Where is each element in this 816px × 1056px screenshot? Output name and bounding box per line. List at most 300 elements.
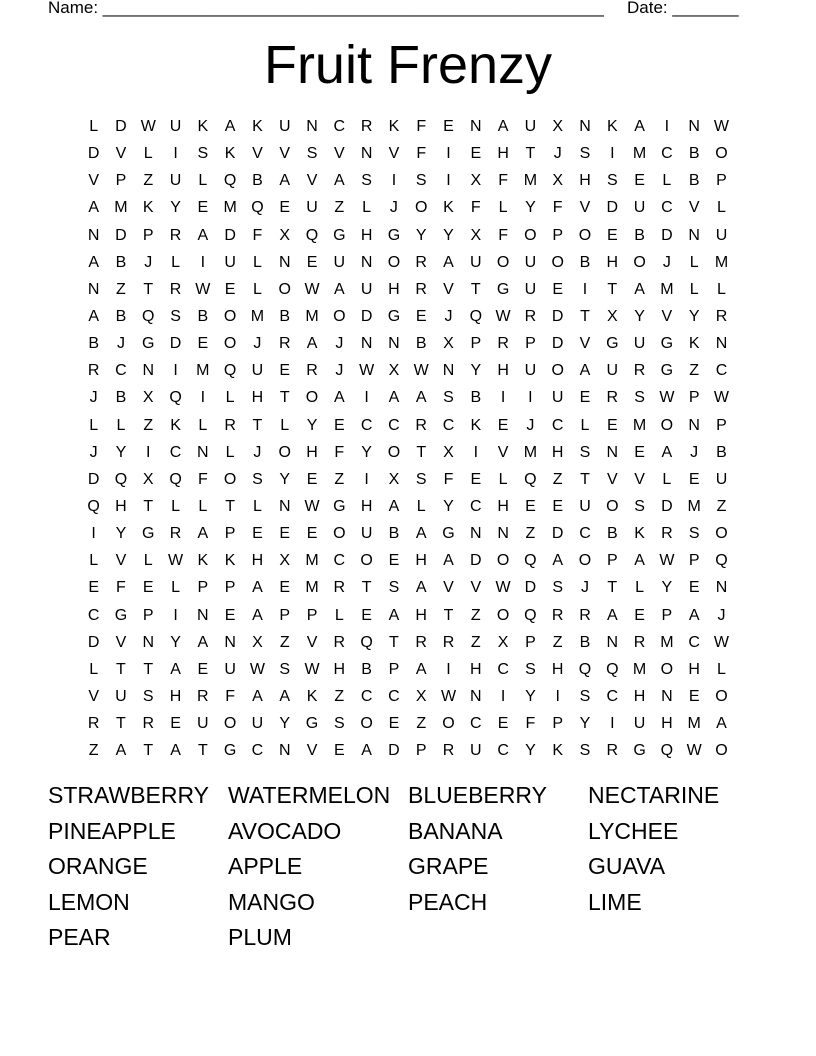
grid-letter: H — [497, 362, 509, 380]
grid-letter: C — [251, 742, 264, 760]
grid-letter: Y — [525, 687, 536, 705]
grid-letter: P — [142, 226, 154, 244]
grid-letter: T — [580, 470, 590, 488]
grid-letter: P — [388, 660, 400, 678]
grid-letter: T — [143, 660, 154, 678]
grid-letter: I — [500, 389, 506, 407]
grid-letter: A — [388, 497, 400, 515]
grid-letter: N — [224, 633, 236, 651]
grid-letter: U — [606, 362, 619, 380]
grid-letter: U — [115, 687, 127, 705]
grid-letter: J — [717, 606, 726, 624]
word-list-item: MANGO — [228, 888, 315, 915]
grid-letter: B — [361, 660, 372, 678]
date-field: Date: _______ — [627, 0, 739, 17]
grid-letter: R — [606, 742, 619, 760]
grid-letter: E — [279, 525, 291, 543]
grid-letter: G — [142, 525, 155, 543]
grid-letter: N — [142, 633, 155, 651]
grid-letter: N — [360, 145, 373, 163]
grid-letter: K — [252, 118, 263, 135]
grid-letter: D — [661, 497, 673, 515]
grid-letter: O — [333, 525, 346, 543]
grid-letter: R — [87, 715, 100, 733]
grid-letter: O — [496, 606, 510, 624]
grid-letter: A — [634, 118, 645, 135]
grid-letter: Y — [115, 525, 127, 543]
grid-letter: L — [362, 199, 372, 217]
grid-letter: C — [661, 199, 673, 217]
grid-letter: Y — [579, 715, 591, 733]
grid-letter: U — [169, 118, 182, 135]
grid-letter: F — [498, 172, 508, 190]
grid-letter: R — [360, 118, 373, 135]
grid-letter: K — [606, 118, 618, 135]
grid-letter: E — [88, 579, 99, 597]
grid-letter: N — [606, 443, 619, 461]
grid-letter: O — [360, 552, 373, 570]
grid-letter: N — [306, 118, 318, 135]
grid-letter: J — [116, 335, 125, 353]
grid-letter: J — [253, 443, 262, 461]
grid-letter: R — [661, 525, 673, 543]
grid-letter: T — [116, 715, 126, 733]
grid-letter: I — [528, 389, 533, 407]
grid-letter: X — [142, 470, 154, 488]
grid-letter: E — [634, 443, 645, 461]
grid-letter: F — [470, 199, 481, 217]
grid-letter: L — [143, 552, 153, 570]
grid-letter: U — [224, 660, 236, 678]
grid-letter: M — [660, 280, 674, 298]
word-list-item: PEACH — [408, 888, 488, 915]
grid-letter: Y — [279, 715, 291, 733]
word-search-grid — [80, 113, 736, 764]
grid-letter: J — [144, 253, 153, 271]
grid-letter: F — [498, 226, 508, 244]
grid-letter: S — [142, 687, 154, 705]
grid-letter: Q — [223, 362, 237, 380]
grid-letter: R — [169, 525, 182, 543]
grid-letter: S — [579, 443, 591, 461]
grid-letter: E — [606, 416, 618, 434]
grid-letter: F — [197, 470, 208, 488]
grid-letter: R — [415, 253, 427, 271]
grid-letter: P — [606, 552, 618, 570]
grid-letter: T — [525, 145, 536, 163]
grid-letter: Q — [169, 470, 182, 488]
grid-letter: Y — [306, 416, 318, 434]
grid-letter: G — [387, 226, 401, 244]
grid-letter: X — [142, 389, 154, 407]
grid-letter: W — [713, 118, 730, 135]
grid-letter: V — [306, 742, 318, 760]
grid-letter: R — [415, 633, 427, 651]
grid-letter: C — [388, 687, 400, 705]
grid-letter: N — [197, 443, 209, 461]
grid-letter: A — [388, 389, 400, 407]
grid-letter: D — [87, 633, 100, 651]
grid-letter: P — [470, 335, 482, 353]
grid-letter: N — [688, 118, 700, 135]
grid-letter: Z — [470, 633, 481, 651]
grid-letter: L — [171, 579, 180, 597]
grid-letter: Y — [661, 579, 673, 597]
grid-letter: K — [306, 687, 318, 705]
grid-letter: A — [443, 253, 454, 271]
grid-letter: T — [361, 579, 372, 597]
grid-letter: P — [142, 606, 154, 624]
grid-letter: Z — [116, 280, 126, 298]
grid-letter: E — [170, 715, 181, 733]
grid-letter: M — [305, 579, 319, 597]
grid-letter: C — [497, 742, 509, 760]
grid-letter: X — [470, 226, 482, 244]
grid-letter: A — [443, 552, 454, 570]
grid-letter: H — [360, 497, 373, 515]
grid-letter: C — [360, 687, 373, 705]
grid-letter: X — [388, 470, 400, 488]
grid-letter: Y — [415, 226, 427, 244]
grid-letter: L — [116, 416, 126, 434]
grid-letter: R — [606, 389, 619, 407]
grid-letter: Q — [469, 307, 483, 325]
grid-letter: L — [252, 497, 262, 515]
grid-letter: P — [525, 335, 536, 353]
grid-letter: M — [687, 497, 701, 515]
grid-letter: L — [717, 280, 726, 298]
grid-letter: G — [223, 742, 237, 760]
grid-letter: Q — [606, 660, 619, 678]
grid-letter: F — [552, 199, 563, 217]
grid-letter: U — [224, 253, 236, 271]
grid-letter: U — [524, 280, 537, 298]
grid-letter: B — [716, 443, 727, 461]
grid-letter: F — [116, 579, 126, 597]
grid-letter: W — [304, 280, 320, 298]
grid-letter: I — [446, 660, 451, 678]
grid-letter: B — [279, 307, 291, 325]
grid-letter: J — [580, 579, 589, 597]
grid-letter: D — [87, 470, 100, 488]
grid-letter: O — [606, 497, 619, 515]
grid-letter: C — [606, 687, 619, 705]
grid-letter: S — [170, 307, 181, 325]
grid-letter: T — [279, 389, 290, 407]
grid-letter: H — [579, 172, 591, 190]
grid-letter: B — [579, 253, 591, 271]
grid-letter: J — [526, 416, 535, 434]
grid-letter: M — [632, 660, 647, 678]
grid-letter: H — [251, 552, 264, 570]
grid-letter: I — [446, 145, 451, 163]
grid-letter: O — [305, 389, 319, 407]
grid-letter: S — [306, 145, 318, 163]
grid-letter: N — [442, 362, 455, 380]
grid-letter: O — [660, 416, 674, 434]
grid-letter: W — [495, 579, 511, 597]
grid-letter: M — [196, 362, 210, 380]
grid-letter: V — [306, 172, 318, 190]
grid-letter: E — [688, 470, 700, 488]
grid-letter: D — [388, 742, 400, 760]
grid-letter: N — [360, 335, 373, 353]
grid-letter: U — [251, 715, 264, 733]
grid-letter: C — [333, 118, 346, 135]
grid-letter: P — [197, 579, 209, 597]
grid-letter: X — [470, 172, 482, 190]
grid-letter: R — [633, 633, 646, 651]
grid-letter: U — [169, 172, 182, 190]
grid-letter: L — [198, 497, 208, 515]
grid-letter: A — [170, 742, 181, 760]
grid-letter: O — [414, 199, 428, 217]
grid-letter: M — [714, 253, 729, 271]
grid-letter: D — [224, 226, 236, 244]
grid-letter: N — [278, 497, 291, 515]
grid-letter: Y — [525, 742, 536, 760]
grid-letter: I — [91, 525, 96, 543]
grid-letter: K — [634, 525, 645, 543]
grid-letter: L — [198, 416, 208, 434]
grid-letter: H — [497, 497, 509, 515]
grid-letter: S — [415, 172, 427, 190]
grid-letter: T — [143, 742, 154, 760]
grid-letter: U — [251, 362, 264, 380]
grid-letter: R — [579, 606, 591, 624]
word-list-item: GUAVA — [588, 853, 666, 879]
grid-letter: A — [252, 687, 263, 705]
grid-letter: R — [633, 362, 646, 380]
grid-letter: N — [470, 118, 482, 135]
grid-letter: G — [442, 525, 455, 543]
grid-letter: O — [660, 660, 674, 678]
grid-letter: A — [415, 525, 427, 543]
grid-letter: A — [415, 579, 427, 597]
grid-letter: R — [197, 687, 209, 705]
grid-letter: C — [715, 362, 728, 380]
grid-letter: G — [660, 362, 674, 380]
grid-letter: Q — [660, 742, 674, 760]
grid-letter: L — [89, 416, 99, 434]
grid-letter: H — [115, 497, 127, 515]
grid-letter: L — [225, 443, 235, 461]
grid-letter: F — [443, 470, 454, 488]
grid-letter: P — [279, 606, 291, 624]
grid-letter: A — [497, 118, 509, 135]
grid-letter: U — [633, 335, 646, 353]
grid-letter: A — [224, 118, 236, 135]
grid-letter: L — [635, 579, 645, 597]
grid-letter: N — [579, 118, 591, 135]
grid-letter: R — [87, 362, 100, 380]
grid-letter: A — [170, 660, 181, 678]
grid-letter: I — [200, 389, 206, 407]
grid-letter: S — [361, 172, 372, 190]
grid-letter: U — [524, 118, 537, 135]
grid-letter: M — [632, 416, 647, 434]
grid-letter: E — [306, 253, 318, 271]
grid-letter: I — [664, 118, 670, 135]
grid-letter: O — [578, 552, 592, 570]
grid-letter: O — [223, 715, 237, 733]
grid-letter: R — [333, 579, 346, 597]
grid-letter: E — [142, 579, 154, 597]
grid-letter: R — [442, 633, 455, 651]
grid-letter: N — [388, 335, 400, 353]
grid-letter: S — [634, 389, 645, 407]
grid-letter: N — [87, 280, 100, 298]
grid-letter: I — [173, 362, 178, 380]
grid-letter: Z — [552, 470, 563, 488]
grid-letter: V — [88, 172, 99, 190]
grid-letter: V — [497, 443, 509, 461]
grid-letter: A — [552, 552, 564, 570]
grid-letter: V — [579, 335, 591, 353]
grid-letter: N — [197, 606, 209, 624]
grid-letter: W — [413, 362, 429, 380]
grid-letter: V — [606, 470, 618, 488]
grid-letter: J — [89, 389, 98, 407]
grid-letter: E — [688, 687, 700, 705]
grid-letter: X — [552, 172, 564, 190]
grid-letter: I — [146, 443, 151, 461]
grid-letter: D — [115, 118, 127, 135]
grid-letter: M — [687, 715, 701, 733]
grid-letter: V — [470, 579, 482, 597]
grid-letter: Q — [360, 633, 373, 651]
grid-letter: S — [579, 687, 591, 705]
grid-letter: A — [716, 715, 727, 733]
grid-letter: B — [606, 525, 618, 543]
grid-letter: B — [579, 633, 591, 651]
grid-letter: I — [446, 172, 451, 190]
grid-letter: Z — [470, 606, 481, 624]
grid-letter: P — [306, 606, 318, 624]
grid-letter: H — [169, 687, 182, 705]
word-list-item: BANANA — [408, 817, 503, 844]
grid-letter: Q — [114, 470, 128, 488]
grid-letter: E — [279, 579, 291, 597]
grid-letter: O — [633, 253, 646, 271]
grid-letter: D — [551, 525, 564, 543]
grid-letter: I — [473, 443, 479, 461]
grid-letter: S — [197, 145, 209, 163]
grid-letter: R — [333, 633, 346, 651]
grid-letter: O — [551, 253, 564, 271]
word-list-item: LIME — [588, 888, 642, 915]
grid-letter: E — [388, 552, 400, 570]
grid-letter: Z — [334, 199, 345, 217]
grid-letter: L — [662, 172, 672, 190]
grid-letter: M — [223, 199, 237, 217]
grid-letter: W — [659, 389, 675, 407]
grid-letter: L — [89, 660, 99, 678]
grid-letter: Z — [143, 416, 154, 434]
grid-letter: E — [224, 606, 236, 624]
grid-letter: R — [278, 335, 291, 353]
grid-letter: A — [252, 606, 263, 624]
grid-letter: D — [360, 307, 373, 325]
grid-letter: L — [689, 253, 699, 271]
grid-letter: E — [497, 715, 509, 733]
grid-letter: V — [443, 280, 454, 298]
grid-letter: G — [633, 742, 646, 760]
grid-letter: R — [142, 715, 155, 733]
grid-letter: G — [333, 497, 346, 515]
grid-letter: N — [497, 525, 509, 543]
grid-letter: E — [252, 525, 263, 543]
grid-letter: T — [197, 742, 208, 760]
grid-letter: E — [415, 307, 427, 325]
grid-letter: W — [304, 497, 320, 515]
grid-letter: D — [551, 335, 564, 353]
grid-letter: X — [443, 443, 454, 461]
grid-letter: C — [661, 145, 673, 163]
grid-letter: E — [634, 172, 645, 190]
grid-letter: A — [415, 389, 427, 407]
grid-letter: T — [252, 416, 263, 434]
grid-letter: E — [606, 226, 618, 244]
grid-letter: V — [388, 145, 400, 163]
grid-letter: U — [715, 226, 728, 244]
grid-letter: E — [497, 416, 509, 434]
grid-letter: S — [606, 172, 618, 190]
grid-letter: L — [416, 497, 426, 515]
grid-letter: T — [143, 497, 154, 515]
grid-letter: Y — [443, 497, 454, 515]
grid-letter: J — [335, 362, 344, 380]
grid-letter: O — [524, 226, 537, 244]
grid-letter: P — [688, 389, 700, 407]
name-field: Name: _____________________________________________________ — [48, 0, 604, 17]
grid-letter: P — [115, 172, 127, 190]
grid-letter: O — [551, 362, 564, 380]
grid-letter: C — [333, 552, 346, 570]
grid-letter: H — [360, 226, 373, 244]
word-list-item: WATERMELON — [228, 782, 391, 808]
grid-letter: E — [306, 525, 318, 543]
grid-letter: I — [500, 687, 506, 705]
word-list-item: LEMON — [48, 888, 130, 915]
grid-letter: V — [115, 145, 127, 163]
grid-letter: U — [633, 715, 646, 733]
grid-letter: D — [470, 552, 482, 570]
grid-letter: D — [524, 579, 537, 597]
grid-letter: J — [662, 253, 671, 271]
grid-letter: I — [610, 715, 615, 733]
grid-letter: I — [555, 687, 560, 705]
grid-letter: E — [361, 606, 372, 624]
grid-letter: V — [579, 199, 591, 217]
grid-letter: Q — [524, 470, 537, 488]
grid-letter: T — [607, 280, 618, 298]
grid-letter: U — [333, 253, 346, 271]
grid-letter: A — [579, 362, 591, 380]
grid-letter: I — [364, 470, 369, 488]
grid-letter: E — [197, 335, 209, 353]
grid-letter: O — [715, 742, 728, 760]
word-list-item: PLUM — [228, 924, 292, 950]
grid-letter: Y — [115, 443, 127, 461]
grid-letter: A — [333, 172, 345, 190]
grid-letter: N — [360, 253, 373, 271]
grid-letter: L — [198, 172, 208, 190]
grid-letter: U — [306, 199, 318, 217]
grid-letter: G — [142, 335, 155, 353]
grid-letter: L — [252, 253, 262, 271]
grid-letter: H — [470, 660, 482, 678]
